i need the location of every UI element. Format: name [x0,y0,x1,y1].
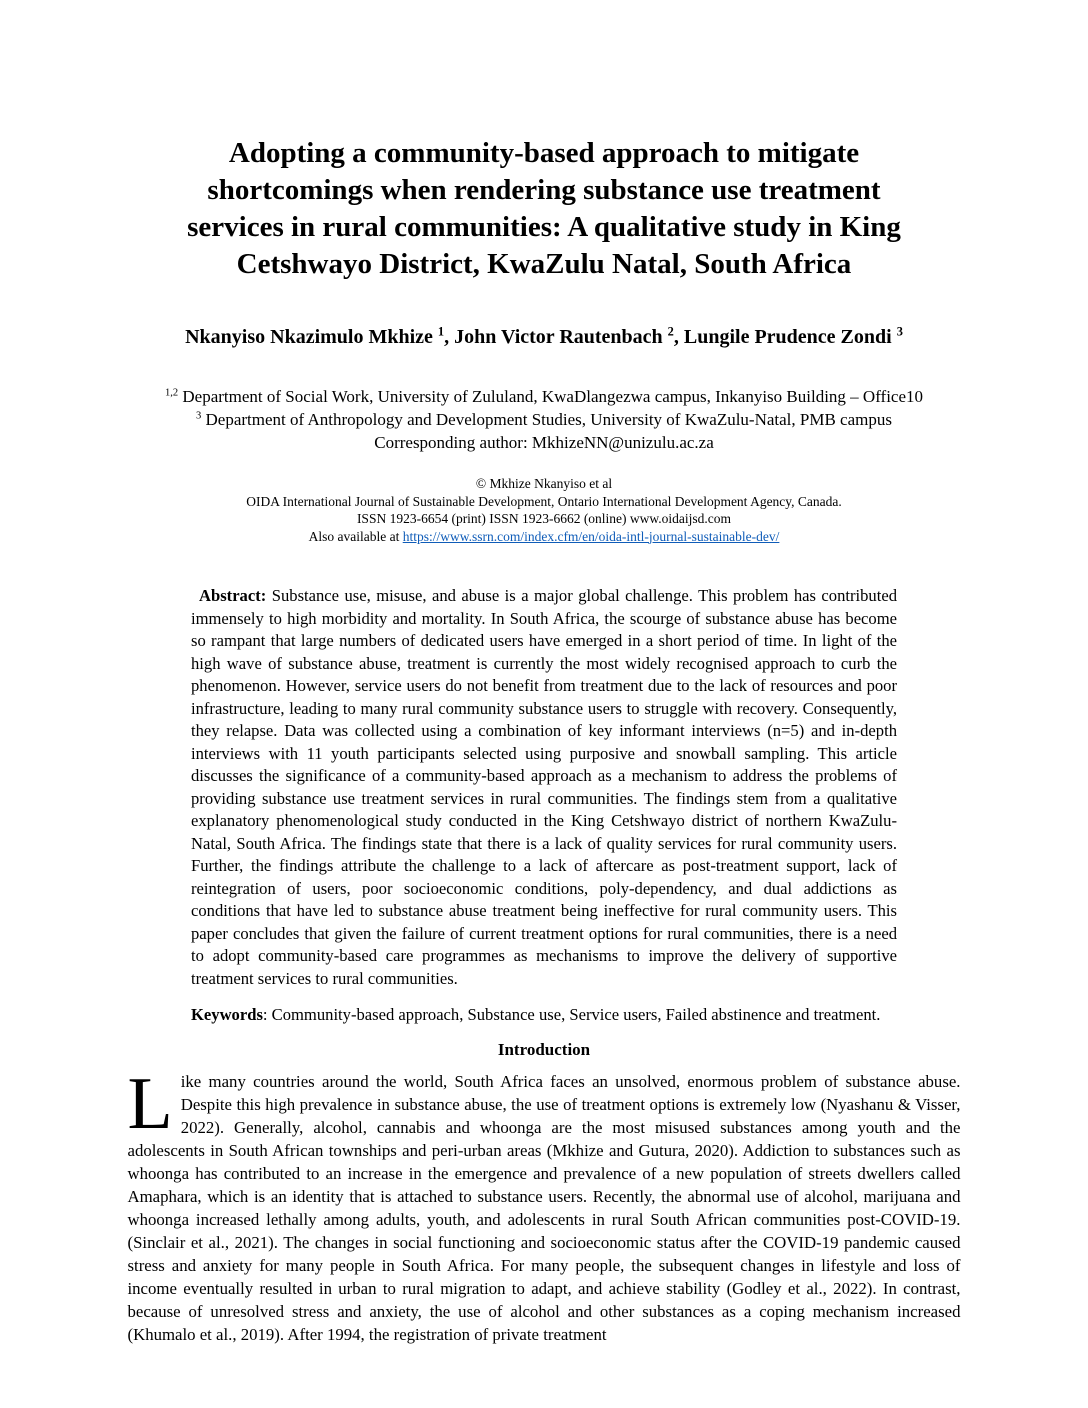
availability-prefix: Also available at [308,528,403,544]
keywords-text: : Community-based approach, Substance use, Service users, Failed abstinence and treatment. [262,1005,881,1024]
title-line-1: Adopting a community-based approach to mitigate [228,137,860,169]
title-line-3: services in rural communities: A qualitative study in King [187,211,901,243]
author-superscript-1: 1 [437,324,445,339]
affiliations-block [0,385,1088,454]
availability-line [0,528,1088,546]
title-line-2: shortcomings when rendering substance use treatment [207,174,881,206]
author-name-1: Nkanyiso Nkazimulo Mkhize [185,326,438,348]
introduction-paragraph [127,1062,961,1346]
affiliation-text-1: Department of Social Work, University of Zululand, KwaDlangezwa campus, Inkanyiso Building – Office10 [178,387,924,406]
copyright-line: © Mkhize Nkanyiso et al [475,476,613,491]
introduction-heading: Introduction [497,1039,591,1059]
author-name-3: Lungile Prudence Zondi [683,326,897,348]
abstract-paragraph [191,585,897,990]
keywords-label: Keywords [191,1005,263,1024]
affiliation-line-2 [0,408,1088,431]
affiliation-superscript-1: 1,2 [164,387,179,399]
author-superscript-3: 3 [896,324,903,339]
author-separator-1: , [444,326,455,348]
affiliation-superscript-2: 3 [195,410,202,422]
copyright-block [0,475,1088,545]
paper-title [114,135,974,283]
introduction-text: ike many countries around the world, South Africa faces an unsolved, enormous problem of substance abuse. Despite this high prevalence in substance abuse, the use of treatment options is extremely low (Nyashanu & Visser, 2022). Generally, alcohol, cannabis and whoonga are the most misused substances among youth and the adolescents in South African townships and peri-urban areas (Mkhize and Gutura, 2020). Addiction to substances such as whoonga has contributed to an increase in the emergence and prevalence of a new population of streets dwellers called Amaphara, which is an identity that is attached to substance users. Recently, the abnormal use of alcohol, marijuana and whoonga increased lethally among adults, youth, and adolescents in rural South African communities post-COVID-19. (Sinclair et al., 2021). The changes in social functioning and socioeconomic status after the COVID-19 pandemic caused stress and anxiety for many people in South Africa. For many people, the subsequent changes in lifestyle and loss of income eventually resulted in urban to rural migration to adapt, and achieve stability (Godley et al., 2022). In contrast, because of unresolved stress and anxiety, the use of alcohol and other substances as a coping mechanism increased (Khumalo et al., 2019). After 1994, the registration of private treatment [127,1071,961,1344]
issn-line: ISSN 1923-6654 (print) ISSN 1923-6662 (online) www.oidaijsd.com [356,511,732,526]
authors-line [0,325,1088,349]
author-superscript-2: 2 [667,324,674,339]
affiliation-text-2: Department of Anthropology and Development Studies, University of KwaZulu-Natal, PMB campus [201,410,892,429]
affiliation-line-1 [0,385,1088,408]
ssrn-journal-link[interactable]: https://www.ssrn.com/index.cfm/en/oida-intl-journal-sustainable-dev/ [402,528,780,544]
corresponding-author-line: Corresponding author: MkhizeNN@unizulu.ac.za [374,433,714,452]
author-separator-2: , [673,326,684,348]
journal-line: OIDA International Journal of Sustainable Development, Ontario International Development Agency, Canada. [246,493,842,509]
keywords-paragraph [191,1004,897,1027]
abstract-label: Abstract: [199,586,267,605]
author-name-2: John Victor Rautenbach [454,326,668,348]
title-line-4: Cetshwayo District, KwaZulu Natal, South Africa [236,248,852,280]
dropcap-letter: L [127,1062,173,1145]
abstract-text: Substance use, misuse, and abuse is a major global challenge. This problem has contributed immensely to high morbidity and mortality. In South Africa, the scourge of substance abuse has become so rampant that large numbers of dedicated users have emerged in a short period of time. In light of the high wave of substance abuse, treatment is currently the most widely recognised approach to curb the phenomenon. However, service users do not benefit from treatment due to the lack of resources and poor infrastructure, leading to many rural community substance users to struggle with recovery. Consequently, they relapse. Data was collected using a combination of key informant interviews (n=5) and in-depth interviews with 11 youth participants selected using purposive and snowball sampling. This article discusses the significance of a community-based approach as a mechanism to address the problems of providing substance use treatment services in rural communities. The findings stem from a qualitative explanatory phenomenological study conducted in the King Cetshwayo district of northern KwaZulu-Natal, South Africa. The findings state that there is a lack of quality services for rural community users. Further, the findings attribute the challenge to a lack of aftercare as post-treatment support, lack of reintegration of users, poor socioeconomic conditions, poly-dependency, and dual addictions as conditions that have led to substance abuse treatment being ineffective for rural community users. This paper concludes that given the failure of current treatment options for rural communities, there is a need to adopt community-based care programmes as mechanisms to improve the delivery of supportive treatment services to rural communities. [191,586,897,988]
